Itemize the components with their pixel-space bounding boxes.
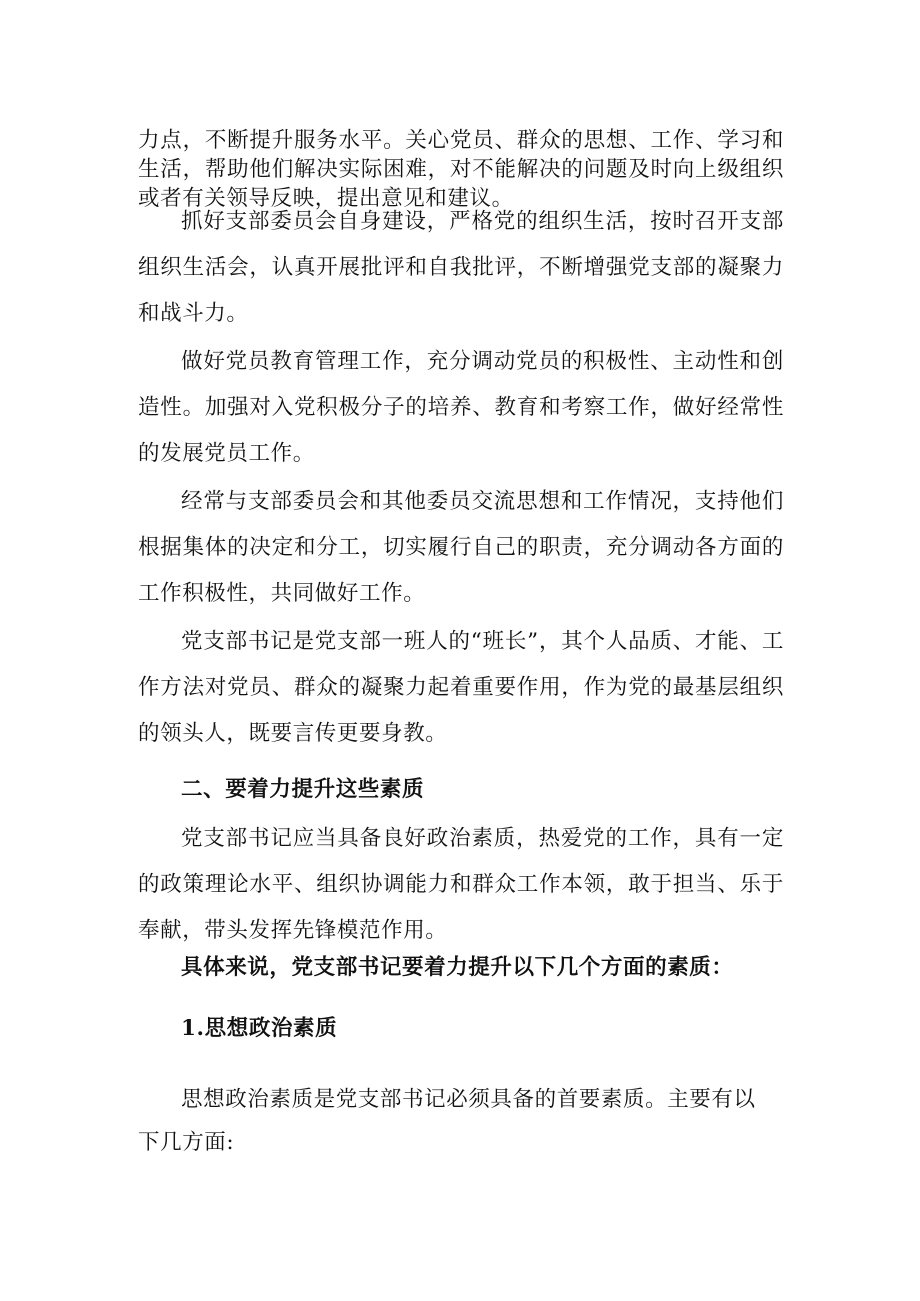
paragraph-continuation: 力点，不断提升服务水平。关心党员、群众的思想、工作、学习和生活，帮助他们解决实际困难，对不能解决的问题及时向上级组织或者有关领导反映，提出意见和建议。 (138, 128, 784, 211)
paragraph-communication: 经常与支部委员会和其他委员交流思想和工作情况，支持他们根据集体的决定和分工，切实履行自己的职责，充分调动各方面的工作积极性，共同做好工作。 (138, 489, 784, 606)
paragraph-committee-building: 抓好支部委员会自身建设，严格党的组织生活，按时召开支部组织生活会，认真开展批评和自我批评，不断增强党支部的凝聚力和战斗力。 (138, 209, 784, 326)
paragraph-secretary-role: 党支部书记是党支部一班人的“班长”，其个人品质、才能、工作方法对党员、群众的凝聚力起着重要作用，作为党的最基层组织的领头人，既要言传更要身教。 (138, 629, 784, 746)
paragraph-section-intro: 党支部书记应当具备良好政治素质，热爱党的工作，具有一定的政策理论水平、组织协调能力和群众工作本领，敢于担当、乐于奉献，带头发挥先锋模范作用。 (138, 826, 784, 943)
paragraph-final-line-2: 下几方面: (138, 1130, 235, 1155)
paragraph-member-education: 做好党员教育管理工作，充分调动党员的积极性、主动性和创造性。加强对入党积极分子的培养、教育和考察工作，做好经常性的发展党员工作。 (138, 349, 784, 466)
bold-intro-line: 具体来说，党支部书记要着力提升以下几个方面的素质： (181, 955, 734, 980)
paragraph-final-line-1: 思想政治素质是党支部书记必须具备的首要素质。主要有以 (181, 1087, 756, 1112)
section-heading: 二、要着力提升这些素质 (181, 777, 425, 802)
subheading-ideological: 1.思想政治素质 (181, 1016, 338, 1041)
